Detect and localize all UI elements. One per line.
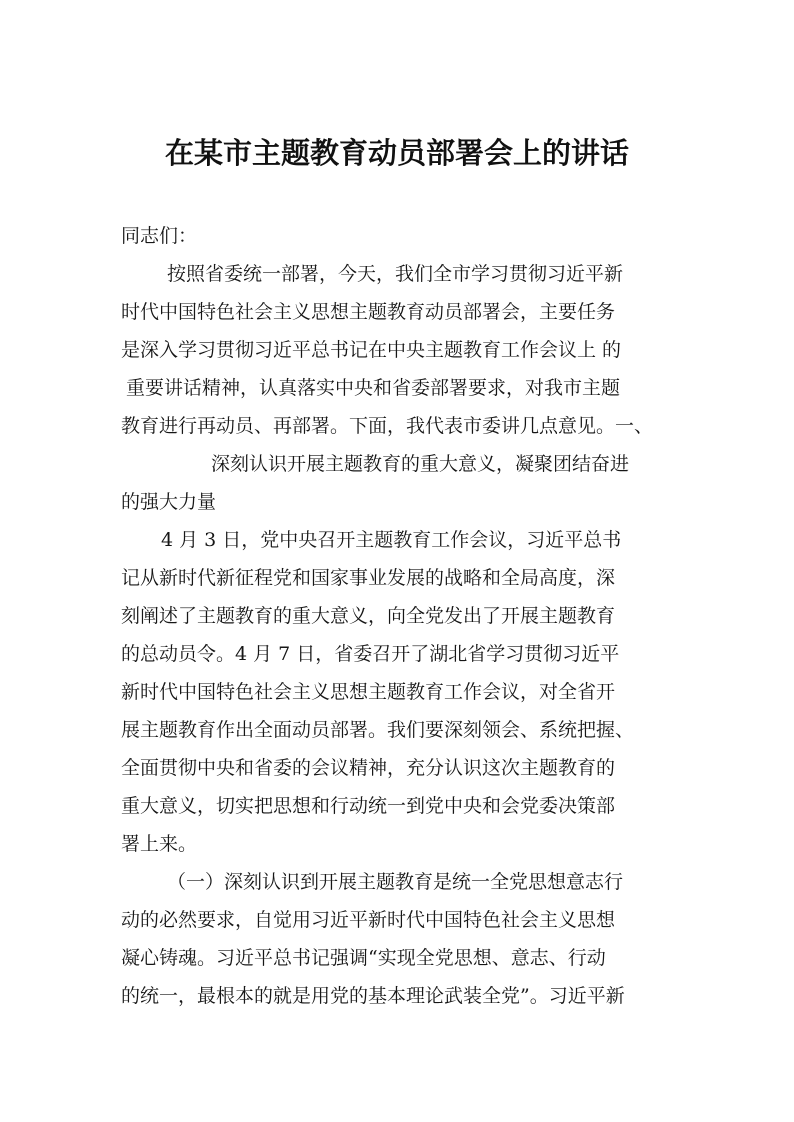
- text-line: 重大意义，切实把思想和行动统一到党中央和会党委决策部: [121, 795, 616, 817]
- text-line: 时代中国特色社会主义思想主题教育动员部署会，主要任务: [121, 301, 616, 323]
- text-line: 刻阐述了主题教育的重大意义，向全党发出了开展主题教育: [121, 605, 616, 627]
- text-line: 凝心铸魂。习近平总书记强调“实现全党思想、意志、行动: [121, 947, 606, 969]
- text-line: 的统一，最根本的就是用党的基本理论武装全党”。习近平新: [121, 985, 625, 1007]
- text-line: 重要讲话精神，认真落实中央和省委部署要求，对我市主题: [126, 377, 621, 399]
- text-line: 4 月 3 日，党中央召开主题教育工作会议，习近平总书: [161, 529, 622, 551]
- section-heading-line: 的强大力量: [121, 491, 217, 513]
- section-heading-line: 深刻认识开展主题教育的重大意义，凝聚团结奋进: [211, 453, 630, 475]
- text-line: 记从新时代新征程党和国家事业发展的战略和全局高度，深: [121, 567, 616, 589]
- text-line: 署上来。: [121, 833, 198, 855]
- text-line: 是深入学习贯彻习近平总书记在中央主题教育工作会议上 的: [121, 339, 622, 361]
- text-line: 全面贯彻中央和省委的会议精神，充分认识这次主题教育的: [121, 757, 616, 779]
- text-line: 动的必然要求，自觉用习近平新时代中国特色社会主义思想: [121, 909, 616, 931]
- text-line: 新时代中国特色社会主义思想主题教育工作会议，对全省开: [121, 681, 616, 703]
- text-line: （一）深刻认识到开展主题教育是统一全党思想意志行: [167, 871, 624, 893]
- document-title: 在某市主题教育动员部署会上的讲话: [164, 136, 629, 170]
- text-line: 的总动员令。4 月 7 日，省委召开了湖北省学习贯彻习近平: [121, 643, 620, 665]
- text-line: 教育进行再动员、再部署。下面，我代表市委讲几点意见。一、: [121, 415, 654, 437]
- text-line: 按照省委统一部署，今天，我们全市学习贯彻习近平新: [167, 263, 624, 285]
- text-line: 展主题教育作出全面动员部署。我们要深刻领会、系统把握、: [121, 719, 635, 741]
- text-line: 同志们：: [121, 225, 198, 247]
